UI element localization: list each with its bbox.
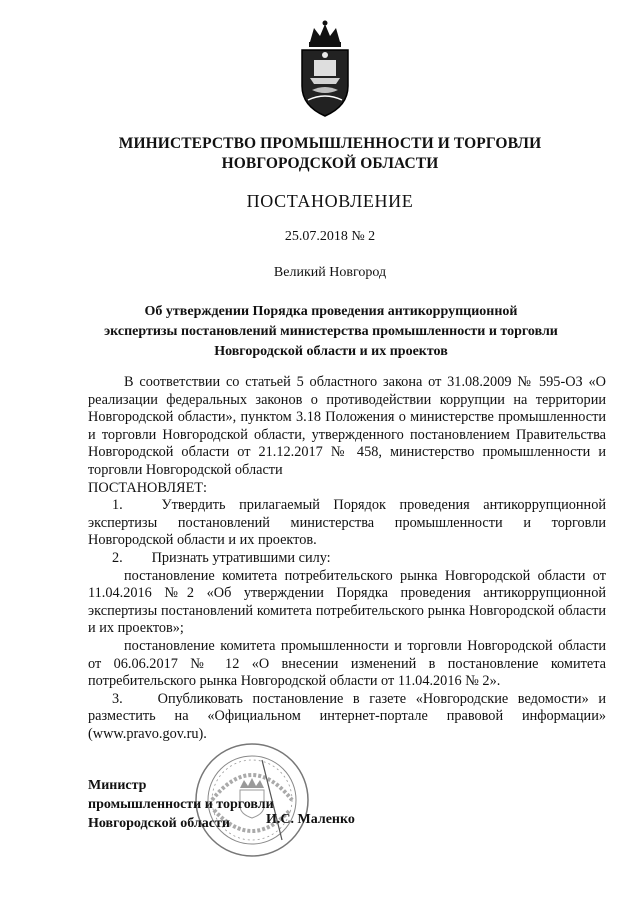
item-text: Утвердить прилагаемый Порядок проведения антикоррупционной экспертизы постановлений министерства промышленности и торговли Новгородской области и их проектов. xyxy=(88,497,607,549)
item-number: 1. xyxy=(112,497,123,514)
signatory-name: И.С. Маленко xyxy=(266,812,355,827)
preamble-paragraph: В соответствии со статьей 5 областного закона от 31.08.2009 № 595-ОЗ «О реализации федеральных законов о противодействии коррупции на территории Новгородской области», пунктом 3.18 Положения о министерстве промышленности и торговли Новгородской области, утвержденного постановлением Правительства Новгородской области от 21.12.2017 № 458, министерство промышленности и торговли Новгородской области xyxy=(88,374,606,478)
document-body xyxy=(88,374,606,743)
item-text: Признать утратившими силу: xyxy=(151,549,331,566)
item-text: Опубликовать постановление в газете «Новгородские ведомости» и разместить на «Официальном интернет-портале правовой информации» (www.pravo.gov.ru). xyxy=(88,690,606,742)
item-2 xyxy=(88,550,606,568)
document-subject xyxy=(90,302,572,362)
signatory-title-line: промышленности и торговли xyxy=(88,797,274,812)
item-1 xyxy=(88,497,606,550)
resolves-heading: ПОСТАНОВЛЯЕТ: xyxy=(88,479,208,496)
subject-line: Об утверждении Порядка проведения антикоррупционной xyxy=(144,304,518,319)
item-number: 2. xyxy=(112,549,123,566)
subject-line: Новгородской области и их проектов xyxy=(214,344,448,359)
novgorod-coat-of-arms-icon xyxy=(296,20,354,120)
signatory-title xyxy=(88,776,274,833)
document-city: Великий Новгород xyxy=(273,265,387,280)
document-type: ПОСТАНОВЛЕНИЕ xyxy=(246,191,414,211)
item-number: 3. xyxy=(112,690,123,707)
repealed-act-a: постановление комитета потребительского рынка Новгородской области от 11.04.2016 №2 «Об утверждении Порядка проведения антикоррупционной экспертизы постановлений комитета потребительского рынка Новгородской области и их проектов»; xyxy=(88,567,606,637)
ministry-name xyxy=(90,134,570,174)
document-date-number: 25.07.2018 № 2 xyxy=(284,229,376,244)
item-3 xyxy=(88,691,606,744)
ministry-line: МИНИСТЕРСТВО ПРОМЫШЛЕННОСТИ И ТОРГОВЛИ xyxy=(118,135,542,152)
subject-line: экспертизы постановлений министерства промышленности и торговли xyxy=(104,324,558,339)
signatory-title-line: Новгородской области xyxy=(88,816,230,831)
ministry-line: НОВГОРОДСКОЙ ОБЛАСТИ xyxy=(221,155,439,172)
repealed-act-b: постановление комитета промышленности и торговли Новгородской области от 06.06.2017 № 12 «О внесении изменений в постановление комитета потребительского рынка Новгородской области от 11.04.2016 № 2». xyxy=(88,637,606,690)
signatory-title-line: Министр xyxy=(88,778,147,793)
